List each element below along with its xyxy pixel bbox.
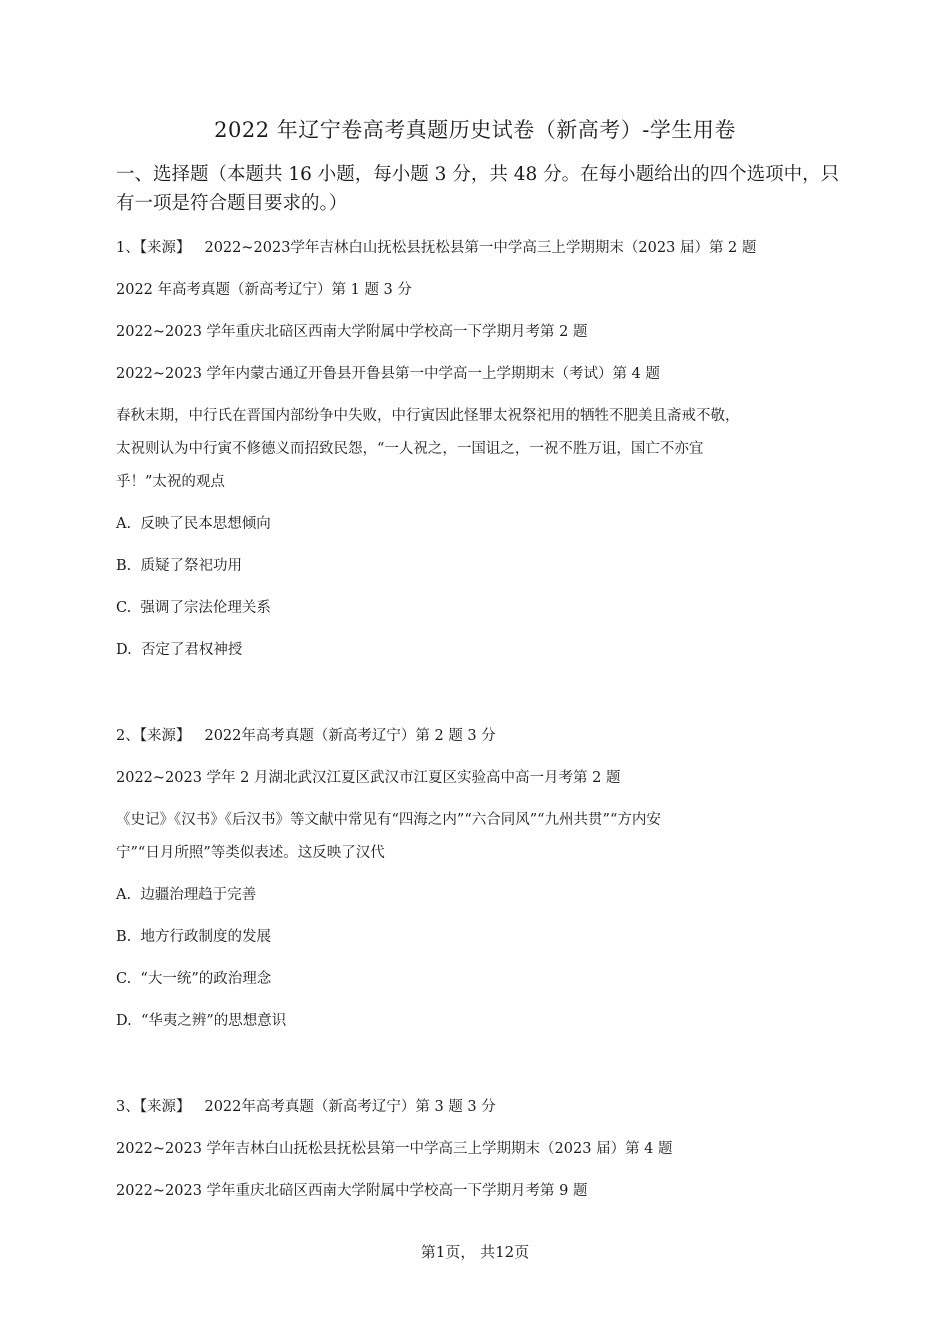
stem-line: 春秋末期，中行氏在晋国内部纷争中失败，中行寅因此怪罪太祝祭祀用的牺牲不肥美且斋戒不敬， [116,408,740,424]
option-letter: C. [116,971,132,987]
option-letter: D. [116,642,132,658]
source-line: 2022~2023 学年重庆北碚区西南大学附属中学校高一下学期月考第 9 题 [116,1183,588,1199]
source-line: 2022~2023 学年 2 月湖北武汉江夏区武汉市江夏区实验高中高一月考第 2 题 [116,770,621,786]
question-header [116,724,496,745]
option-text: “华夷之辨”的思想意识 [140,1013,287,1029]
question-header [116,1095,496,1116]
source-line: 2022~2023 学年重庆北碚区西南大学附属中学校高一下学期月考第 2 题 [116,324,588,340]
source-label: 【来源】 [139,1099,191,1115]
option-text: 地方行政制度的发展 [140,929,271,945]
source-label: 【来源】 [139,728,191,744]
source-line: 2022~2023 学年内蒙古通辽开鲁县开鲁县第一中学高一上学期期末（考试）第 4 题 [116,366,661,382]
option-letter: A. [116,516,132,532]
option-a [116,883,256,904]
option-c [116,967,271,988]
stem-line: 《史记》《汉书》《后汉书》等文献中常见有“四海之内”“六合同风”“九州共贯”“方内安 [116,812,661,828]
source-line: 2022 年高考真题（新高考辽宁）第 1 题 3 分 [116,282,412,298]
option-b [116,554,242,575]
option-letter: B. [116,929,132,945]
stem-line: 太祝则认为中行寅不修德义而招致民怨，“一人祝之，一国诅之，一祝不胜万诅，国亡不亦宜 [116,441,704,457]
option-text: 边疆治理趋于完善 [140,887,257,903]
stem-line: 乎！”太祝的观点 [116,474,225,490]
option-letter: A. [116,887,132,903]
option-letter: B. [116,558,132,574]
option-letter: C. [116,600,132,616]
option-text: 质疑了祭祀功用 [140,558,242,574]
question-number: 3、 [116,1099,140,1115]
option-d [116,1009,286,1030]
option-text: 强调了宗法伦理关系 [140,600,271,616]
stem-line: 宁”“日月所照”等类似表述。这反映了汉代 [116,845,385,861]
source-line: 2022~2023 学年吉林白山抚松县抚松县第一中学高三上学期期末（2023 届）第 4 题 [116,1141,673,1157]
option-b [116,925,271,946]
question-header [116,236,756,257]
section-heading: 一、选择题（本题共 16 小题，每小题 3 分，共 48 分。在每小题给出的四个选项中，只有一项是符合题目要求的。） [116,164,840,214]
option-text: 否定了君权神授 [140,642,243,658]
source-line: 2022~2023学年吉林白山抚松县抚松县第一中学高三上学期期末（2023 届）第 2 题 [204,240,757,256]
source-label: 【来源】 [139,240,191,256]
option-text: 反映了民本思想倾向 [140,516,271,532]
option-c [116,596,271,617]
page-footer: 第1页， 共12页 [420,1243,530,1261]
source-line: 2022年高考真题（新高考辽宁）第 2 题 3 分 [204,728,496,744]
question-number: 2、 [116,728,140,744]
source-line: 2022年高考真题（新高考辽宁）第 3 题 3 分 [204,1099,496,1115]
option-letter: D. [116,1013,132,1029]
option-d [116,638,242,659]
option-text: “大一统”的政治理念 [140,971,272,987]
page-title: 2022 年辽宁卷高考真题历史试卷（新高考）-学生用卷 [214,118,736,142]
option-a [116,512,271,533]
question-number: 1、 [116,240,140,256]
